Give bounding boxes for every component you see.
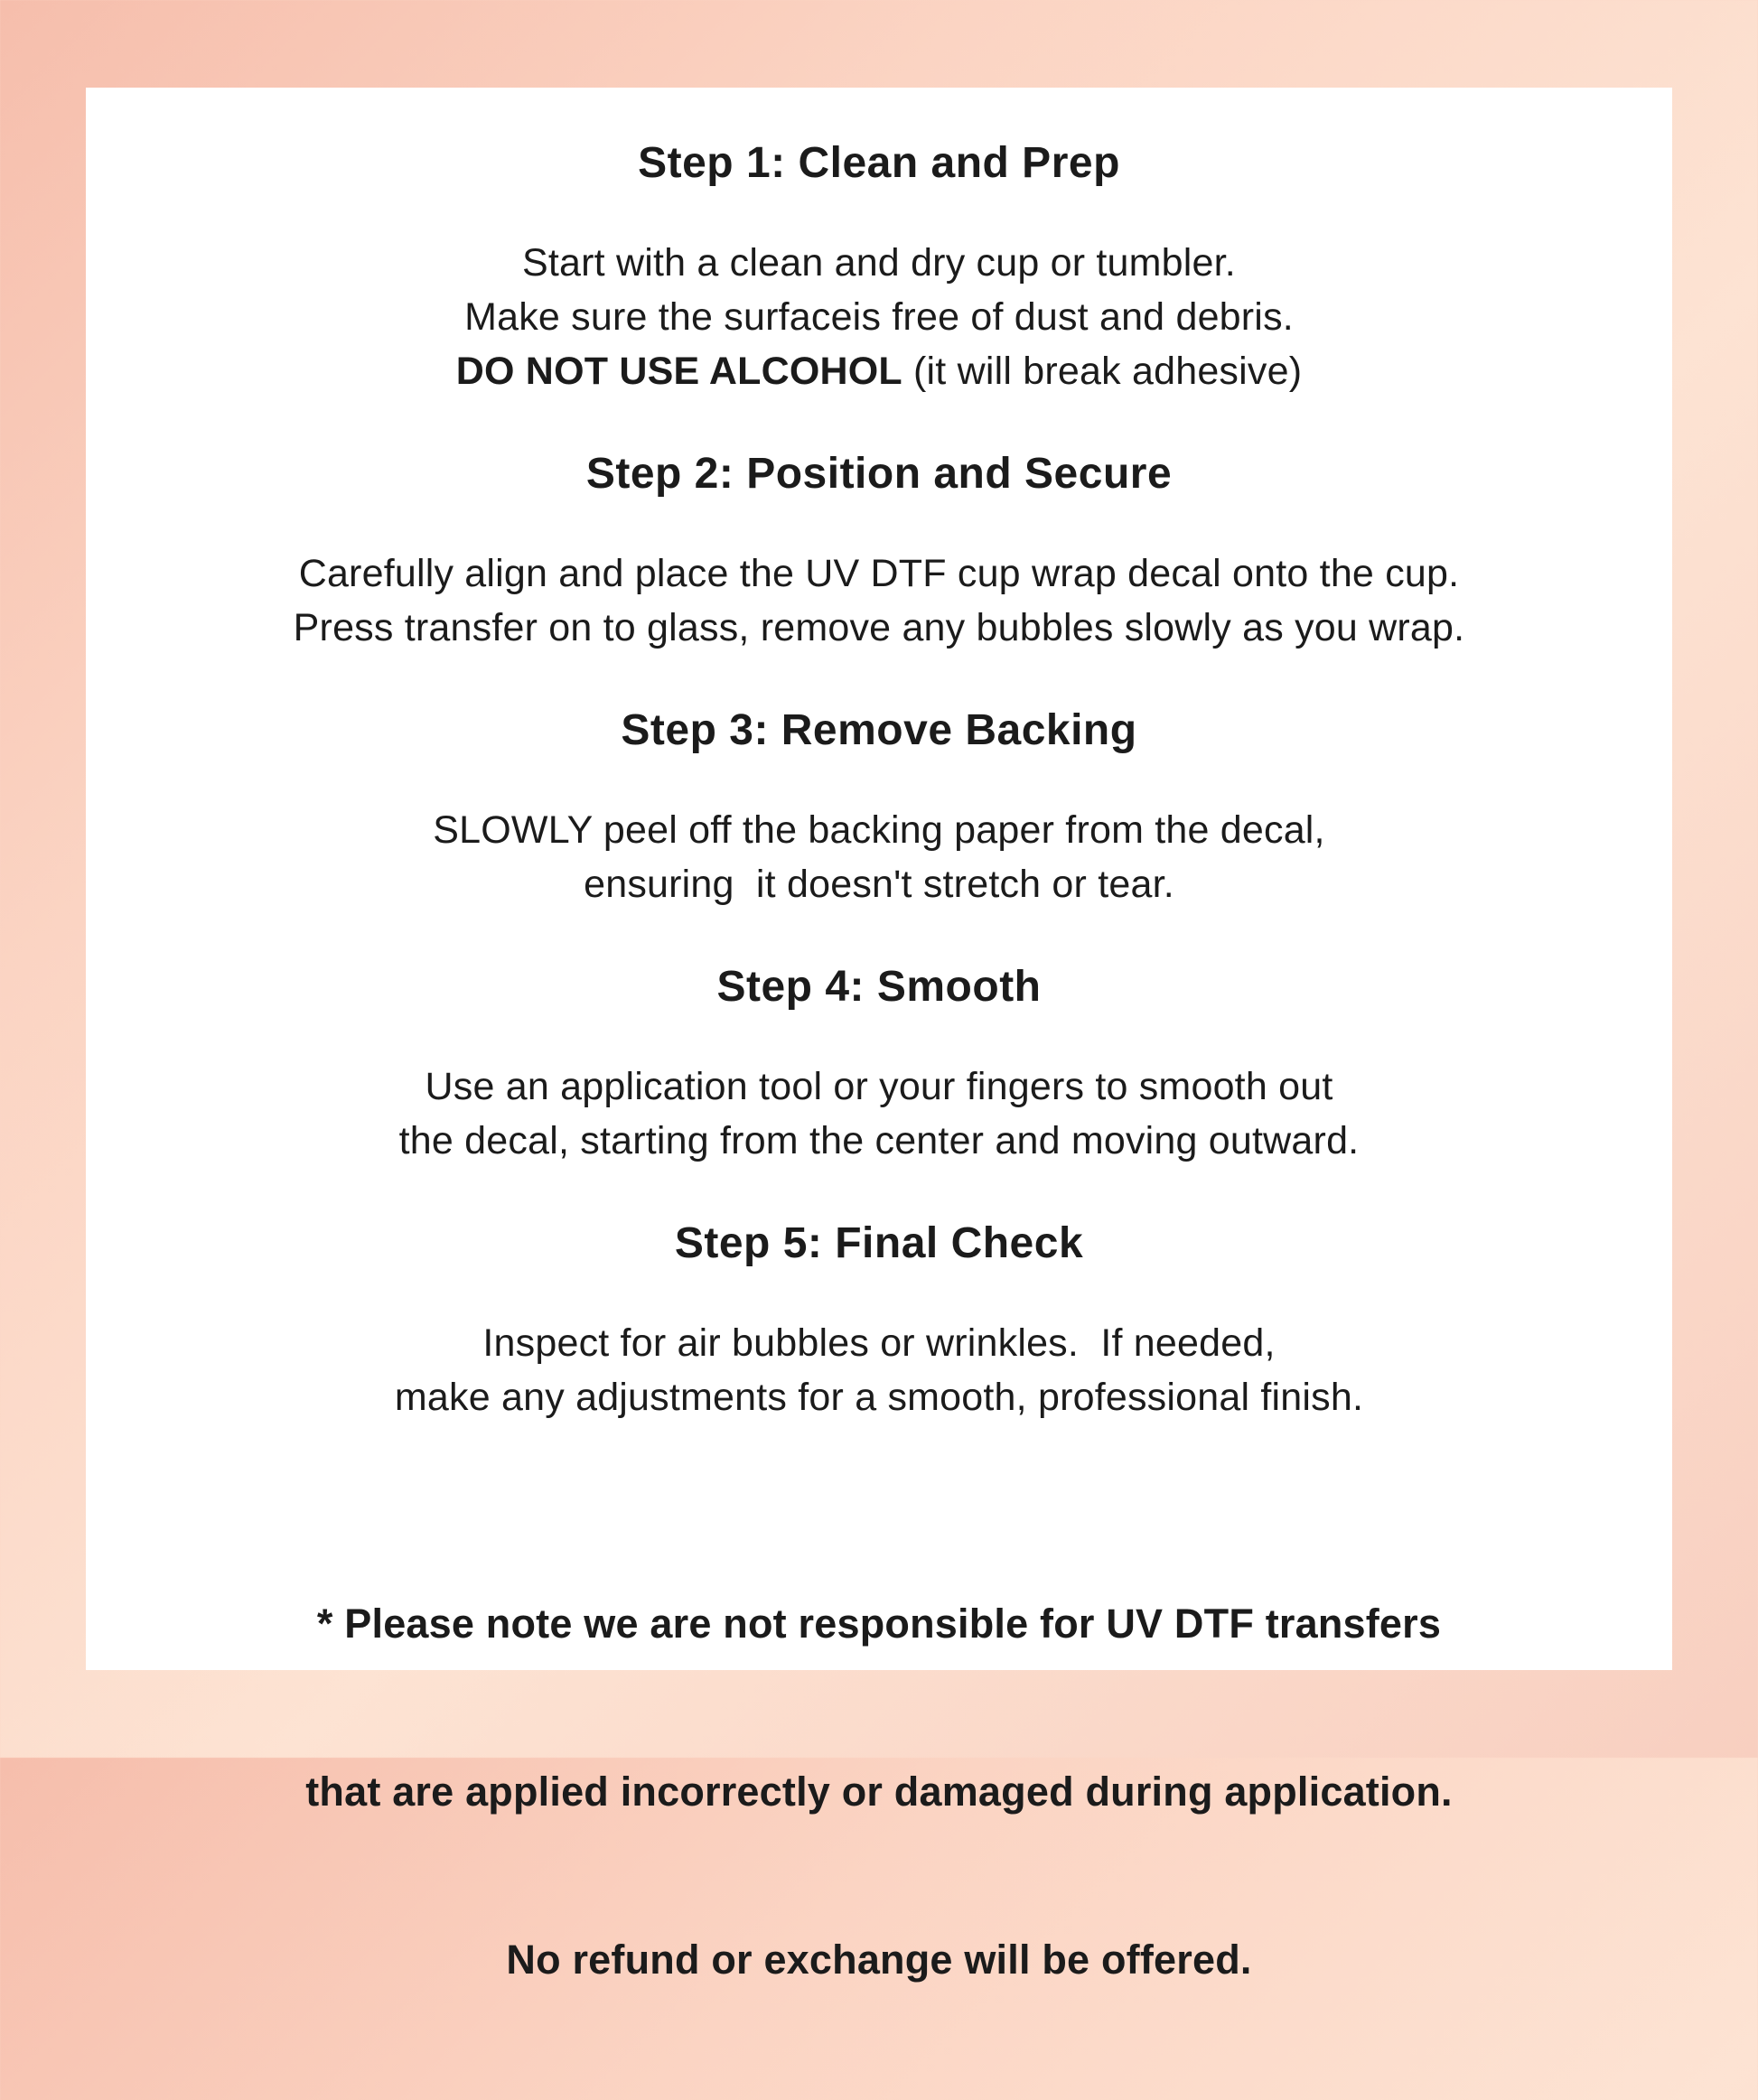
step-1-line-1: Start with a clean and dry cup or tumbler. xyxy=(522,241,1236,285)
step-3-line-2: ensuring it doesn't stretch or tear. xyxy=(584,863,1174,906)
instruction-card xyxy=(86,88,1672,1983)
step-1-line-3 xyxy=(456,344,1302,398)
step-4-line-2: the decal, starting from the center and moving outward. xyxy=(398,1119,1360,1162)
disclaimer-line-3: No refund or exchange will be offered. xyxy=(506,1937,1252,1983)
step-5-line-2: make any adjustments for a smooth, professional finish. xyxy=(394,1376,1364,1419)
disclaimer-line-2: that are applied incorrectly or damaged during application. xyxy=(305,1769,1453,1815)
disclaimer-note xyxy=(305,1484,1453,2100)
step-2-line-2: Press transfer on to glass, remove any bubbles slowly as you wrap. xyxy=(293,606,1465,649)
step-4-line-1: Use an application tool or your fingers to smooth out xyxy=(425,1065,1333,1108)
section-step-1 xyxy=(456,138,1302,398)
step-3-heading: Step 3: Remove Backing xyxy=(621,706,1137,754)
section-step-4 xyxy=(399,962,1360,1168)
step-5-line-1: Inspect for air bubbles or wrinkles. If needed, xyxy=(482,1321,1276,1365)
step-1-heading: Step 1: Clean and Prep xyxy=(638,139,1120,187)
disclaimer-line-1: * Please note we are not responsible for UV DTF transfers xyxy=(316,1601,1442,1647)
step-1-line-2: Make sure the surfaceis free of dust and debris. xyxy=(464,295,1294,339)
step-4-heading: Step 4: Smooth xyxy=(716,963,1042,1011)
section-step-2 xyxy=(294,449,1465,655)
alcohol-warning-rest: (it will break adhesive) xyxy=(902,350,1303,393)
section-step-3 xyxy=(433,705,1324,911)
step-2-line-1: Carefully align and place the UV DTF cup wrap decal onto the cup. xyxy=(298,552,1460,595)
section-step-5 xyxy=(395,1218,1363,1424)
step-2-heading: Step 2: Position and Secure xyxy=(585,450,1173,498)
step-5-heading: Step 5: Final Check xyxy=(674,1219,1084,1267)
alcohol-warning-bold: DO NOT USE ALCOHOL xyxy=(455,350,902,393)
step-3-line-1: SLOWLY peel off the backing paper from the decal, xyxy=(433,808,1325,852)
